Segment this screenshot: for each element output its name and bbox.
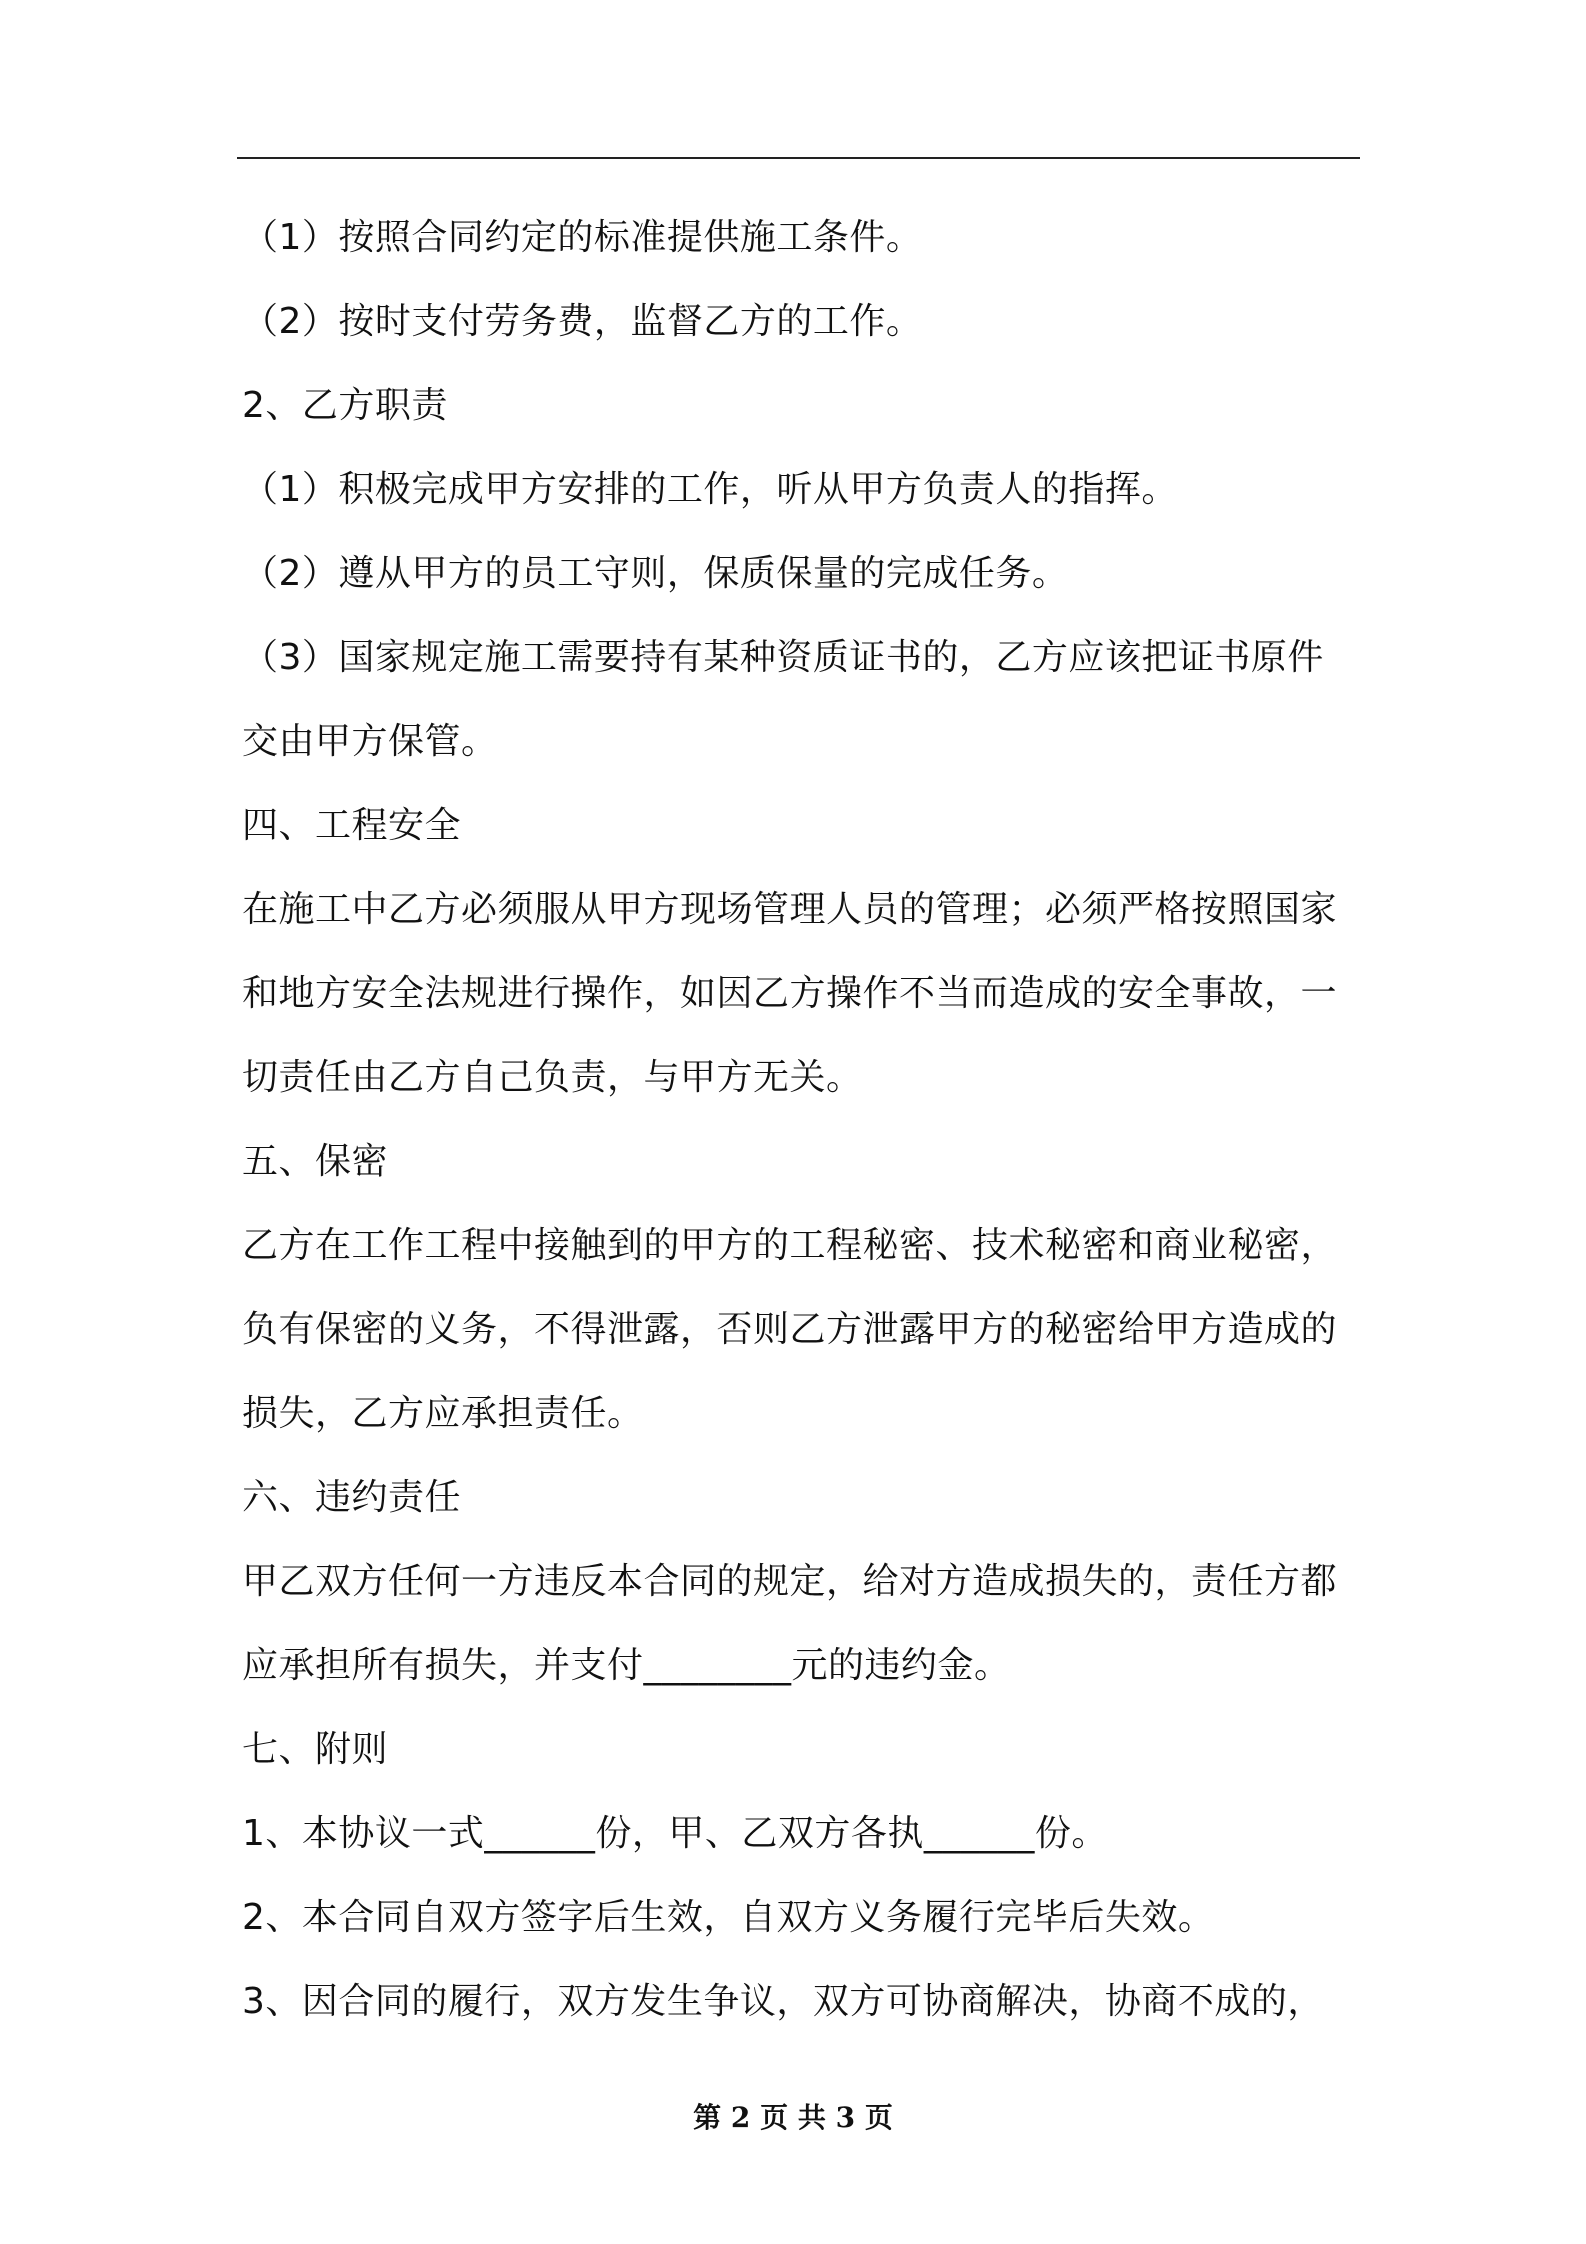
paragraph-line: 负有保密的义务，不得泄露，否则乙方泄露甲方的秘密给甲方造成的 [242,1309,1338,1350]
paragraph-line: 在施工中乙方必须服从甲方现场管理人员的管理；必须严格按照国家 [242,889,1338,930]
list-item-3: （3）国家规定施工需要持有某种资质证书的，乙方应该把证书原件 [242,637,1324,678]
header-rule [237,157,1360,159]
paragraph-line: 应承担所有损失，并支付________元的违约金。 [242,1645,1011,1686]
document-body [242,196,1360,2044]
paragraph-line: 甲乙双方任何一方违反本合同的规定，给对方造成损失的，责任方都 [242,1561,1338,1602]
paragraph-line: 损失，乙方应承担责任。 [242,1393,644,1434]
list-item-2: （2）按时支付劳务费，监督乙方的工作。 [242,301,923,342]
page-number-footer: 第 2 页 共 3 页 [693,2101,893,2134]
list-item-2: （2）遵从甲方的员工守则，保质保量的完成任务。 [242,553,1069,594]
paragraph-line: 乙方在工作工程中接触到的甲方的工程秘密、技术秘密和商业秘密， [242,1225,1338,1266]
list-item-1: （1）积极完成甲方安排的工作，听从甲方负责人的指挥。 [242,469,1178,510]
clause-item: 2、本合同自双方签字后生效，自双方义务履行完毕后失效。 [242,1897,1215,1938]
paragraph-line: 和地方安全法规进行操作，如因乙方操作不当而造成的安全事故，一 [242,973,1338,1014]
list-item-1: （1）按照合同约定的标准提供施工条件。 [242,217,923,258]
paragraph-line: 切责任由乙方自己负责，与甲方无关。 [242,1057,863,1098]
section-heading: 六、违约责任 [242,1477,462,1518]
section-heading: 2、乙方职责 [242,385,448,426]
clause-item: 3、因合同的履行，双方发生争议，双方可协商解决，协商不成的， [242,1981,1324,2022]
list-item-3-continued: 交由甲方保管。 [242,721,498,762]
section-heading: 四、工程安全 [242,805,462,846]
section-heading: 五、保密 [242,1141,389,1182]
clause-item: 1、本协议一式______份，甲、乙双方各执______份。 [242,1813,1108,1854]
section-heading: 七、附则 [242,1729,389,1770]
